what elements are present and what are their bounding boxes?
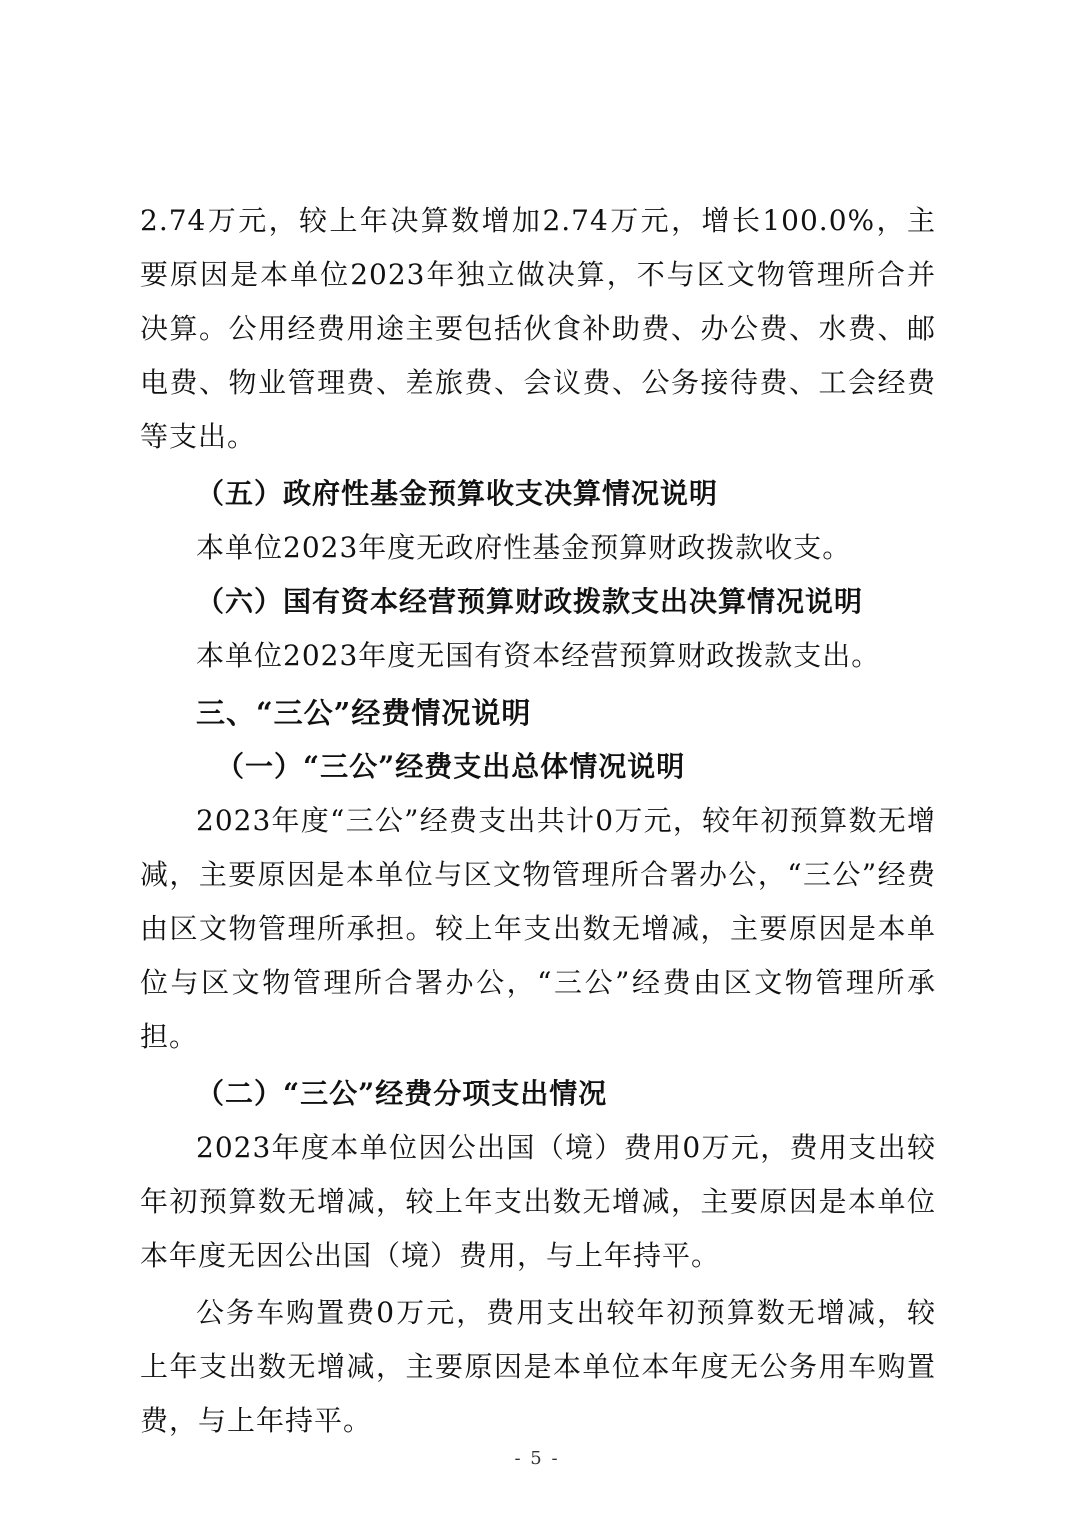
paragraph-state-capital: 本单位2023年度无国有资本经营预算财政拨款支出。 xyxy=(196,639,881,672)
paragraph-government-fund: 本单位2023年度无政府性基金预算财政拨款收支。 xyxy=(196,531,852,564)
heading-itemized-expenditure: （二）“三公”经费分项支出情况 xyxy=(196,1077,608,1110)
paragraph-public-expenses: 2.74万元，较上年决算数增加2.74万元，增长100.0%，主要原因是本单位2023年独立做决算，不与区文物管理所合并决算。公用经费用途主要包括伙食补助费、办公费、水费、邮电费、物业管理费、差旅费、会议费、公务接待费、工会经费等支出。 xyxy=(140,204,936,453)
heading-three-public-expenses: 三、“三公”经费情况说明 xyxy=(196,696,532,730)
heading-government-fund: （五）政府性基金预算收支决算情况说明 xyxy=(196,477,719,510)
heading-overall-expenditure: （一）“三公”经费支出总体情况说明 xyxy=(216,750,686,783)
paragraph-overall-expenditure: 2023年度“三公”经费支出共计0万元，较年初预算数无增减，主要原因是本单位与区文物管理所合署办公，“三公”经费由区文物管理所承担。较上年支出数无增减，主要原因是本单位与区文物管理所合署办公，“三公”经费由区文物管理所承担。 xyxy=(140,804,936,1053)
document-body xyxy=(140,194,936,1448)
paragraph-overseas-travel: 2023年度本单位因公出国（境）费用0万元，费用支出较年初预算数无增减，较上年支出数无增减，主要原因是本单位本年度无因公出国（境）费用，与上年持平。 xyxy=(140,1131,936,1272)
heading-state-capital: （六）国有资本经营预算财政拨款支出决算情况说明 xyxy=(196,585,864,618)
paragraph-vehicle-purchase: 公务车购置费0万元，费用支出较年初预算数无增减，较上年支出数无增减，主要原因是本单位本年度无公务用车购置费，与上年持平。 xyxy=(140,1296,936,1437)
page-number: - 5 - xyxy=(514,1448,560,1469)
